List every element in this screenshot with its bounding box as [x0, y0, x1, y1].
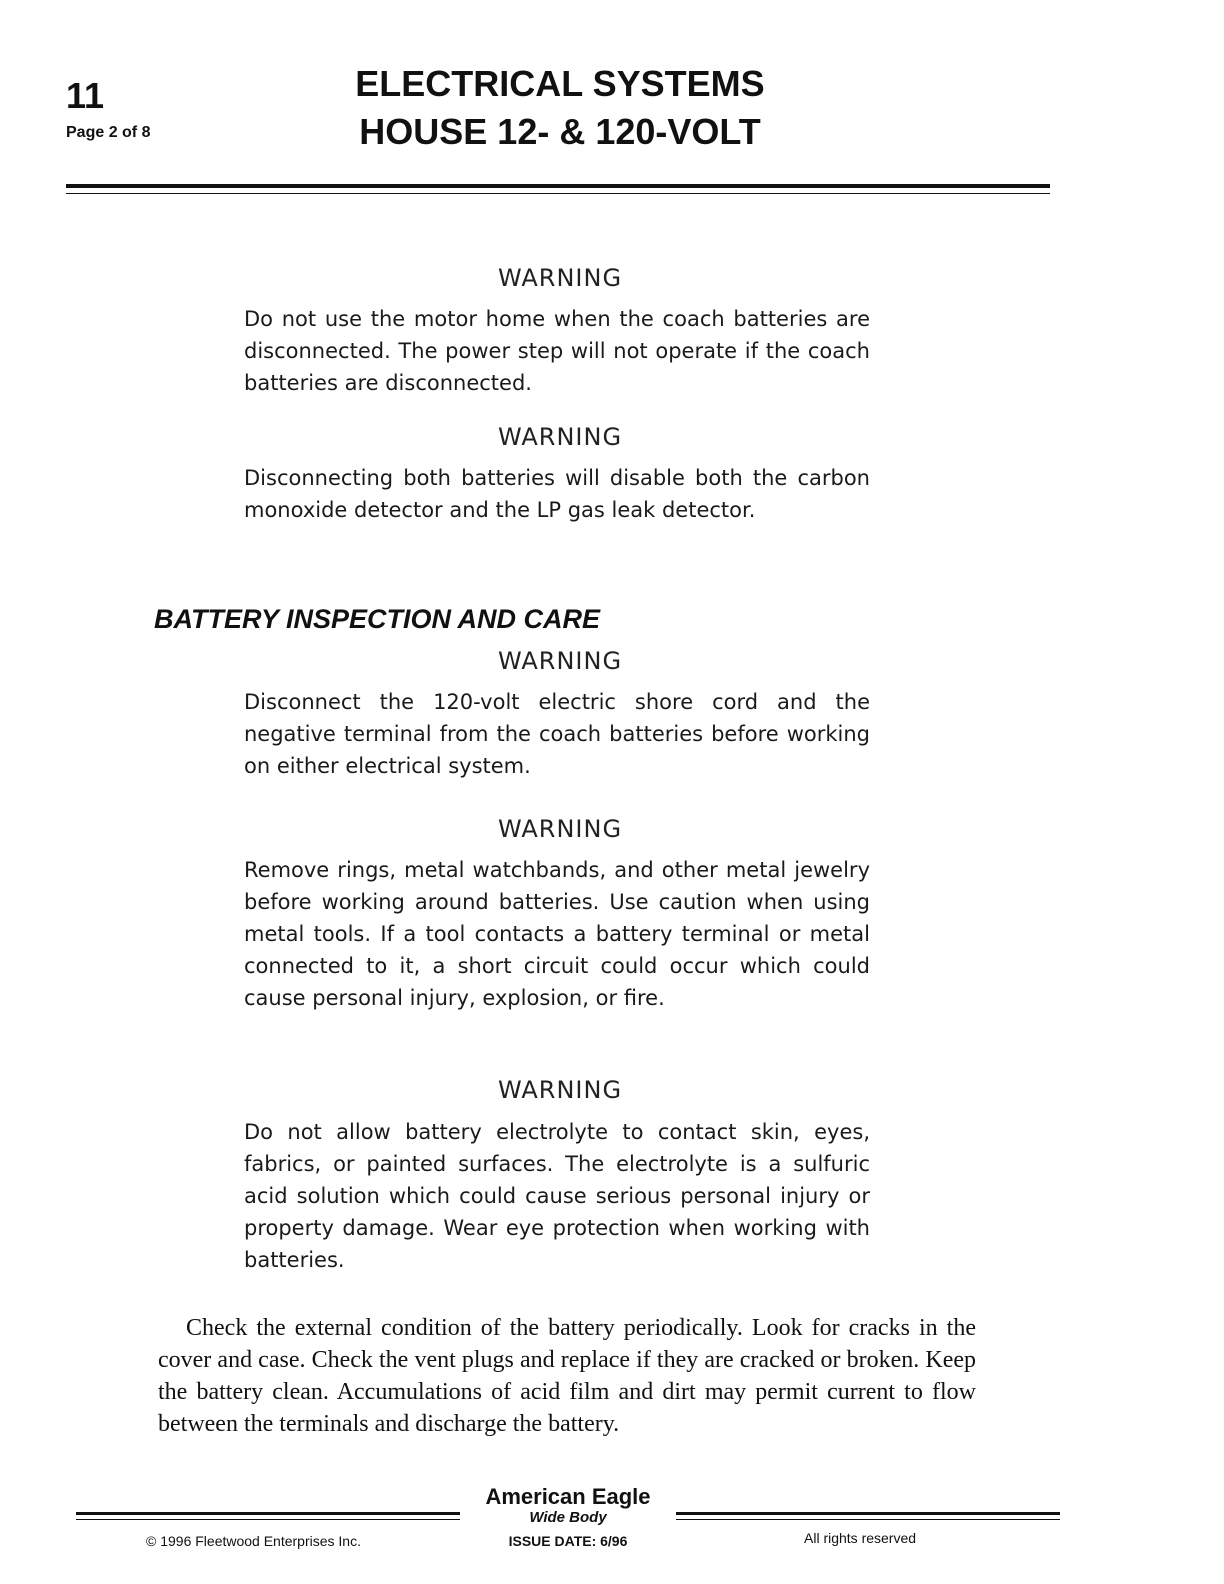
footer-rule-left [76, 1512, 460, 1515]
section-heading: BATTERY INSPECTION AND CARE [154, 604, 601, 634]
page-title-line2: HOUSE 12- & 120-VOLT [359, 111, 761, 152]
warning-heading-1: WARNING [497, 264, 623, 292]
page-indicator: Page 2 of 8 [66, 124, 151, 141]
footer-brand: American Eagle [485, 1484, 651, 1509]
warning-heading-4: WARNING [497, 815, 623, 843]
body-paragraph: Check the external condition of the battery periodically. Look for cracks in the cover and case. Check the vent plugs and replace if they are cracked or broken. Keep the battery clean. Accumulations of acid film and dirt may permit current to flow between the terminals and discharge the battery. [158, 1315, 976, 1437]
section-number: 11 [66, 75, 105, 116]
warning-text-4: Remove rings, metal watchbands, and other metal jewelry before working around batteries. Use caution when using metal tools. If a tool contacts a battery terminal or metal connected to it, a short circuit could occur which could cause personal injury, explosion, or fire. [244, 858, 870, 1010]
warning-text-5: Do not allow battery electrolyte to contact skin, eyes, fabrics, or painted surfaces. The electrolyte is a sulfuric acid solution which could cause serious personal injury or property damage. Wear eye protection when working with batteries. [244, 1120, 870, 1272]
footer-rule-left-thin [76, 1519, 460, 1520]
warning-heading-3: WARNING [497, 647, 623, 675]
warning-text-3: Disconnect the 120-volt electric shore cord and the negative terminal from the coach batteries before working on either electrical system. [244, 690, 870, 778]
footer-brand-sub: Wide Body [529, 1509, 607, 1526]
warning-heading-2: WARNING [497, 423, 623, 451]
footer-issue-date: ISSUE DATE: 6/96 [508, 1533, 628, 1549]
footer-copyright: © 1996 Fleetwood Enterprises Inc. [146, 1533, 361, 1549]
header-rule [66, 184, 1050, 188]
footer-rule-right-thin [676, 1519, 1060, 1520]
warning-text-1: Do not use the motor home when the coach batteries are disconnected. The power step will not operate if the coach batteries are disconnected. [244, 307, 870, 395]
footer-rights: All rights reserved [804, 1530, 917, 1546]
warning-text-2: Disconnecting both batteries will disable both the carbon monoxide detector and the LP gas leak detector. [244, 466, 870, 522]
header-rule-thin [66, 193, 1050, 194]
page-title-line1: ELECTRICAL SYSTEMS [355, 63, 765, 104]
warning-heading-5: WARNING [497, 1076, 623, 1104]
footer-rule-right [676, 1512, 1060, 1515]
